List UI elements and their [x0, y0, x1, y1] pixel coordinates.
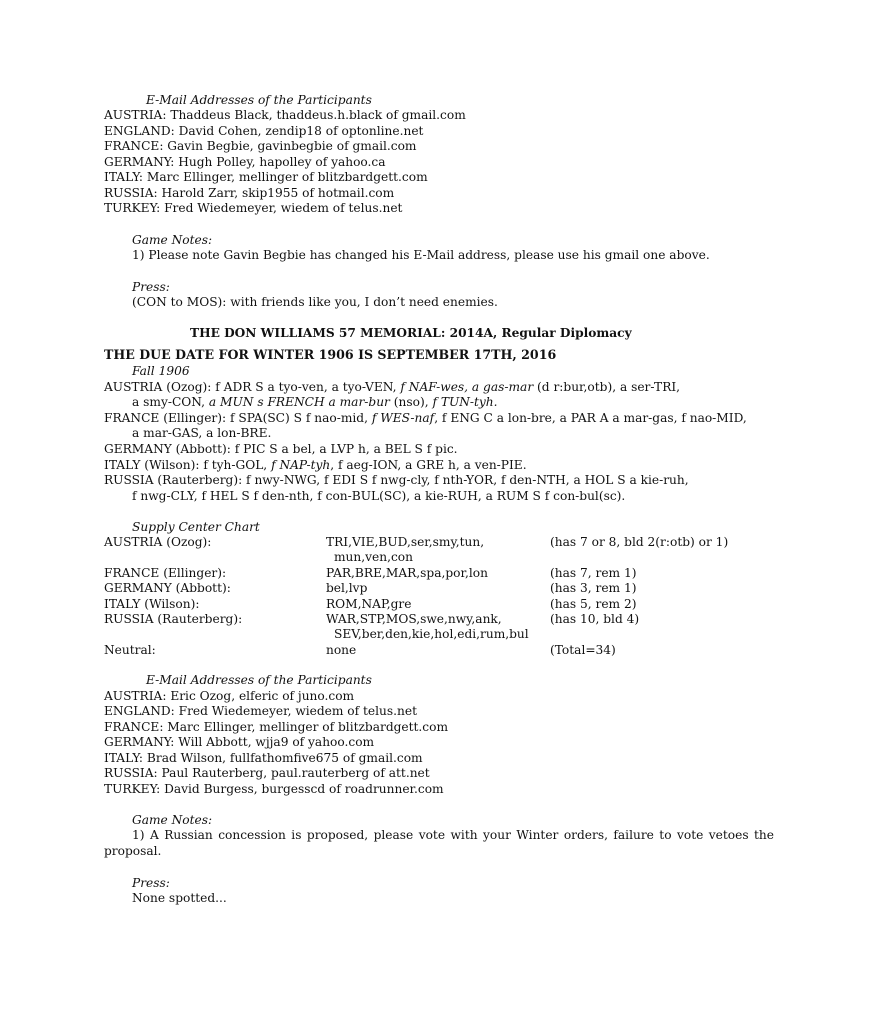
supply-row-status: (Total=34): [550, 643, 616, 657]
press-heading-1: Press:: [132, 280, 170, 294]
supply-row-centers: WAR,STP,MOS,swe,nwy,ank,: [326, 612, 502, 626]
participant-line: ENGLAND: Fred Wiedemeyer, wiedem of telus.net: [104, 704, 417, 718]
orders-france-line-2: a mar-GAS, a lon-BRE.: [132, 426, 272, 440]
participant-line: RUSSIA: Paul Rauterberg, paul.rauterberg of att.net: [104, 766, 430, 780]
supply-row-power: ITALY (Wilson):: [104, 597, 200, 611]
participant-line: ENGLAND: David Cohen, zendip18 of optonline.net: [104, 124, 424, 138]
participant-line: AUSTRIA: Eric Ozog, elferic of juno.com: [104, 689, 355, 703]
supply-row-centers: ROM,NAP,gre: [326, 597, 412, 611]
game-note-2: 1) A Russian concession is proposed, please vote with your Winter orders, failure to vote vetoes the proposal.: [104, 828, 774, 858]
orders-france-line-1: FRANCE (Ellinger): f SPA(SC) S f nao-mid, f WES-naf, f ENG C a lon-bre, a PAR A a mar-gas, f nao-MID,: [104, 411, 747, 425]
season-heading: Fall 1906: [132, 364, 190, 378]
press-heading-2: Press:: [132, 876, 170, 890]
participant-line: ITALY: Brad Wilson, fullfathomfive675 of gmail.com: [104, 751, 423, 765]
supply-row-power: RUSSIA (Rauterberg):: [104, 612, 243, 626]
supply-row-status: (has 3, rem 1): [550, 581, 637, 595]
participant-line: AUSTRIA: Thaddeus Black, thaddeus.h.black of gmail.com: [104, 108, 466, 122]
orders-italy: ITALY (Wilson): f tyh-GOL, f NAP-tyh, f aeg-ION, a GRE h, a ven-PIE.: [104, 458, 527, 472]
supply-row-status: (has 7, rem 1): [550, 566, 637, 580]
supply-row-power: Neutral:: [104, 643, 156, 657]
participants-heading-1: E-Mail Addresses of the Participants: [146, 93, 372, 107]
supply-row-centers-cont: SEV,ber,den,kie,hol,edi,rum,bul: [334, 627, 529, 641]
supply-row-power: FRANCE (Ellinger):: [104, 566, 227, 580]
supply-row-centers: TRI,VIE,BUD,ser,smy,tun,: [326, 535, 485, 549]
supply-row-centers-cont: mun,ven,con: [334, 550, 413, 564]
participant-line: ITALY: Marc Ellinger, mellinger of blitzbardgett.com: [104, 170, 428, 184]
supply-row-centers: PAR,BRE,MAR,spa,por,lon: [326, 566, 488, 580]
game-notes-heading-2: Game Notes:: [132, 813, 213, 827]
participants-heading-2: E-Mail Addresses of the Participants: [146, 673, 372, 687]
press-text-2: None spotted...: [132, 891, 227, 905]
supply-chart-heading: Supply Center Chart: [132, 520, 260, 534]
participant-line: FRANCE: Marc Ellinger, mellinger of blitzbardgett.com: [104, 720, 449, 734]
supply-row-status: (has 7 or 8, bld 2(r:otb) or 1): [550, 535, 729, 549]
orders-austria-line-2: a smy-CON, a MUN s FRENCH a mar-bur (nso), f TUN-tyh.: [132, 395, 498, 409]
participant-line: GERMANY: Will Abbott, wjja9 of yahoo.com: [104, 735, 375, 749]
participant-line: GERMANY: Hugh Polley, hapolley of yahoo.ca: [104, 155, 386, 169]
game-notes-heading-1: Game Notes:: [132, 233, 213, 247]
game-note-1: 1) Please note Gavin Begbie has changed his E-Mail address, please use his gmail one above.: [132, 248, 710, 262]
participant-line: TURKEY: David Burgess, burgesscd of roadrunner.com: [104, 782, 444, 796]
participant-line: RUSSIA: Harold Zarr, skip1955 of hotmail.com: [104, 186, 395, 200]
participant-line: FRANCE: Gavin Begbie, gavinbegbie of gmail.com: [104, 139, 417, 153]
game-title: THE DON WILLIAMS 57 MEMORIAL: 2014A, Regular Diplomacy: [190, 326, 632, 340]
press-text-1: (CON to MOS): with friends like you, I don’t need enemies.: [132, 295, 498, 309]
due-date: THE DUE DATE FOR WINTER 1906 IS SEPTEMBER 17TH, 2016: [104, 347, 557, 362]
supply-row-centers: none: [326, 643, 357, 657]
supply-row-status: (has 10, bld 4): [550, 612, 640, 626]
supply-row-centers: bel,lvp: [326, 581, 368, 595]
supply-row-status: (has 5, rem 2): [550, 597, 637, 611]
orders-austria-line-1: AUSTRIA (Ozog): f ADR S a tyo-ven, a tyo-VEN, f NAF-wes, a gas-mar (d r:bur,otb), a ser-TRI,: [104, 380, 681, 394]
supply-row-power: AUSTRIA (Ozog):: [104, 535, 212, 549]
supply-row-power: GERMANY (Abbott):: [104, 581, 231, 595]
orders-russia-line-1: RUSSIA (Rauterberg): f nwy-NWG, f EDI S f nwg-cly, f nth-YOR, f den-NTH, a HOL S a kie-ruh,: [104, 473, 689, 487]
participant-line: TURKEY: Fred Wiedemeyer, wiedem of telus.net: [104, 201, 403, 215]
orders-russia-line-2: f nwg-CLY, f HEL S f den-nth, f con-BUL(SC), a kie-RUH, a RUM S f con-bul(sc).: [132, 489, 626, 503]
orders-germany: GERMANY (Abbott): f PIC S a bel, a LVP h, a BEL S f pic.: [104, 442, 458, 456]
